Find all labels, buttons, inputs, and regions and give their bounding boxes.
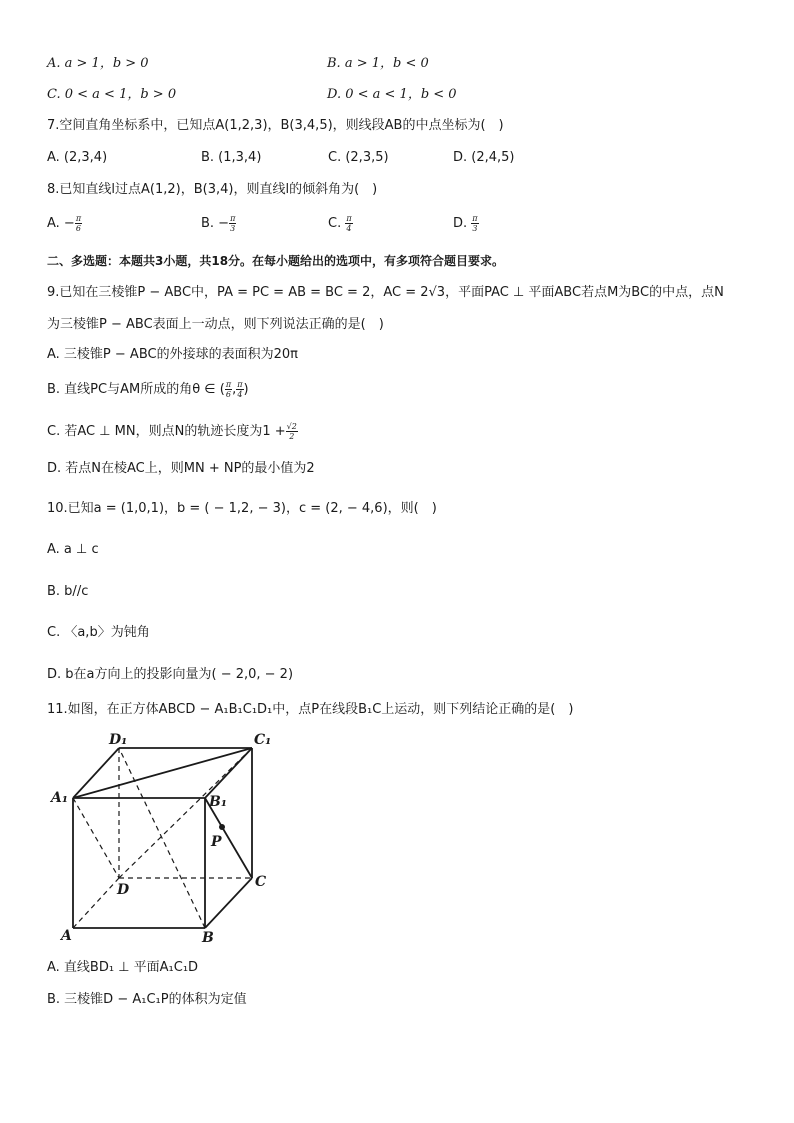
q10-option-d: D. b在a方向上的投影向量为( − 2,0, − 2) xyxy=(47,667,294,682)
q11-option-b: B. 三棱锥D − A₁C₁P的体积为定值 xyxy=(47,992,247,1007)
q7-option-b: B. (1,3,4) xyxy=(201,150,262,165)
q7-stem: 7.空间直角坐标系中，已知点A(1,2,3)，B(3,4,5)，则线段AB的中点坐标为( ) xyxy=(47,118,504,133)
q8-option-b: B. − $\frac{\pi}{3}$ xyxy=(201,214,236,233)
q6-option-b: B. a > 1，b < 0 xyxy=(327,56,429,71)
q9-stem-line2: 为三棱锥P − ABC表面上一动点，则下列说法正确的是( ) xyxy=(47,317,384,332)
q6-option-a: A. a > 1，b > 0 xyxy=(47,56,149,71)
q7-option-c: C. (2,3,5) xyxy=(328,150,389,165)
label-b1: B₁ xyxy=(209,794,227,810)
q7-option-d: D. (2,4,5) xyxy=(453,150,515,165)
q8-option-d: D. $\frac{\pi}{3}$ xyxy=(453,214,478,233)
diag-b-d1 xyxy=(119,748,205,928)
label-a: A xyxy=(61,928,72,944)
label-c: C xyxy=(255,874,267,890)
point-p xyxy=(219,824,225,830)
label-d1: D₁ xyxy=(109,732,128,748)
q11-stem: 11.如图，在正方体ABCD − A₁B₁C₁D₁中，点P在线段B₁C上运动，则下列结论正确的是( ) xyxy=(47,702,574,717)
q9-option-b: B. 直线PC与AM所成的角θ ∈ ( $\frac{\pi}{6}$ , $\frac{\pi}{4}$ ) xyxy=(47,380,249,399)
section-heading-multiple-choice: 二、多选题：本题共3小题，共18分。在每小题给出的选项中，有多项符合题目要求。 xyxy=(47,254,505,268)
q9-stem-line1: 9.已知在三棱锥P − ABC中，PA = PC = AB = BC = 2，AC = 2√3，平面PAC ⊥ 平面ABC若点M为BC的中点，点N xyxy=(47,285,724,300)
q10-option-c: C. 〈a,b〉为钝角 xyxy=(47,625,150,640)
label-p: P xyxy=(211,834,222,850)
q8-option-a: A. − $\frac{\pi}{6}$ xyxy=(47,214,82,233)
q10-option-b: B. b//c xyxy=(47,584,89,599)
label-b: B xyxy=(202,930,214,945)
q10-stem: 10.已知a = (1,0,1)，b = ( − 1,2, − 3)，c = (2, − 4,6)，则( ) xyxy=(47,501,437,516)
q7-option-a: A. (2,3,4) xyxy=(47,150,108,165)
q6-option-c: C. 0 < a < 1，b > 0 xyxy=(47,87,177,102)
q6-option-d: D. 0 < a < 1，b < 0 xyxy=(327,87,457,102)
label-c1: C₁ xyxy=(254,732,272,748)
q8-stem: 8.已知直线l过点A(1,2)，B(3,4)，则直线l的倾斜角为( ) xyxy=(47,182,378,197)
edge-a-d xyxy=(73,878,119,928)
edge-a1-c1 xyxy=(73,748,252,798)
q9-option-a: A. 三棱锥P − ABC的外接球的表面积为20π xyxy=(47,347,298,362)
cube-figure xyxy=(47,730,287,945)
diag-a1-d xyxy=(73,798,119,878)
q9-option-d: D. 若点N在棱AC上，则MN + NP的最小值为2 xyxy=(47,461,315,476)
q9-option-c: C. 若AC ⊥ MN，则点N的轨迹长度为1 + $\frac{√2}{2}$ xyxy=(47,422,297,441)
edge-a1-d1 xyxy=(73,748,119,798)
edge-b-c xyxy=(205,878,252,928)
q10-option-a: A. a ⊥ c xyxy=(47,542,99,557)
q8-option-c: C. $\frac{\pi}{4}$ xyxy=(328,214,352,233)
label-a1: A₁ xyxy=(51,790,68,806)
q11-option-a: A. 直线BD₁ ⊥ 平面A₁C₁D xyxy=(47,960,199,975)
label-d: D xyxy=(117,882,130,898)
